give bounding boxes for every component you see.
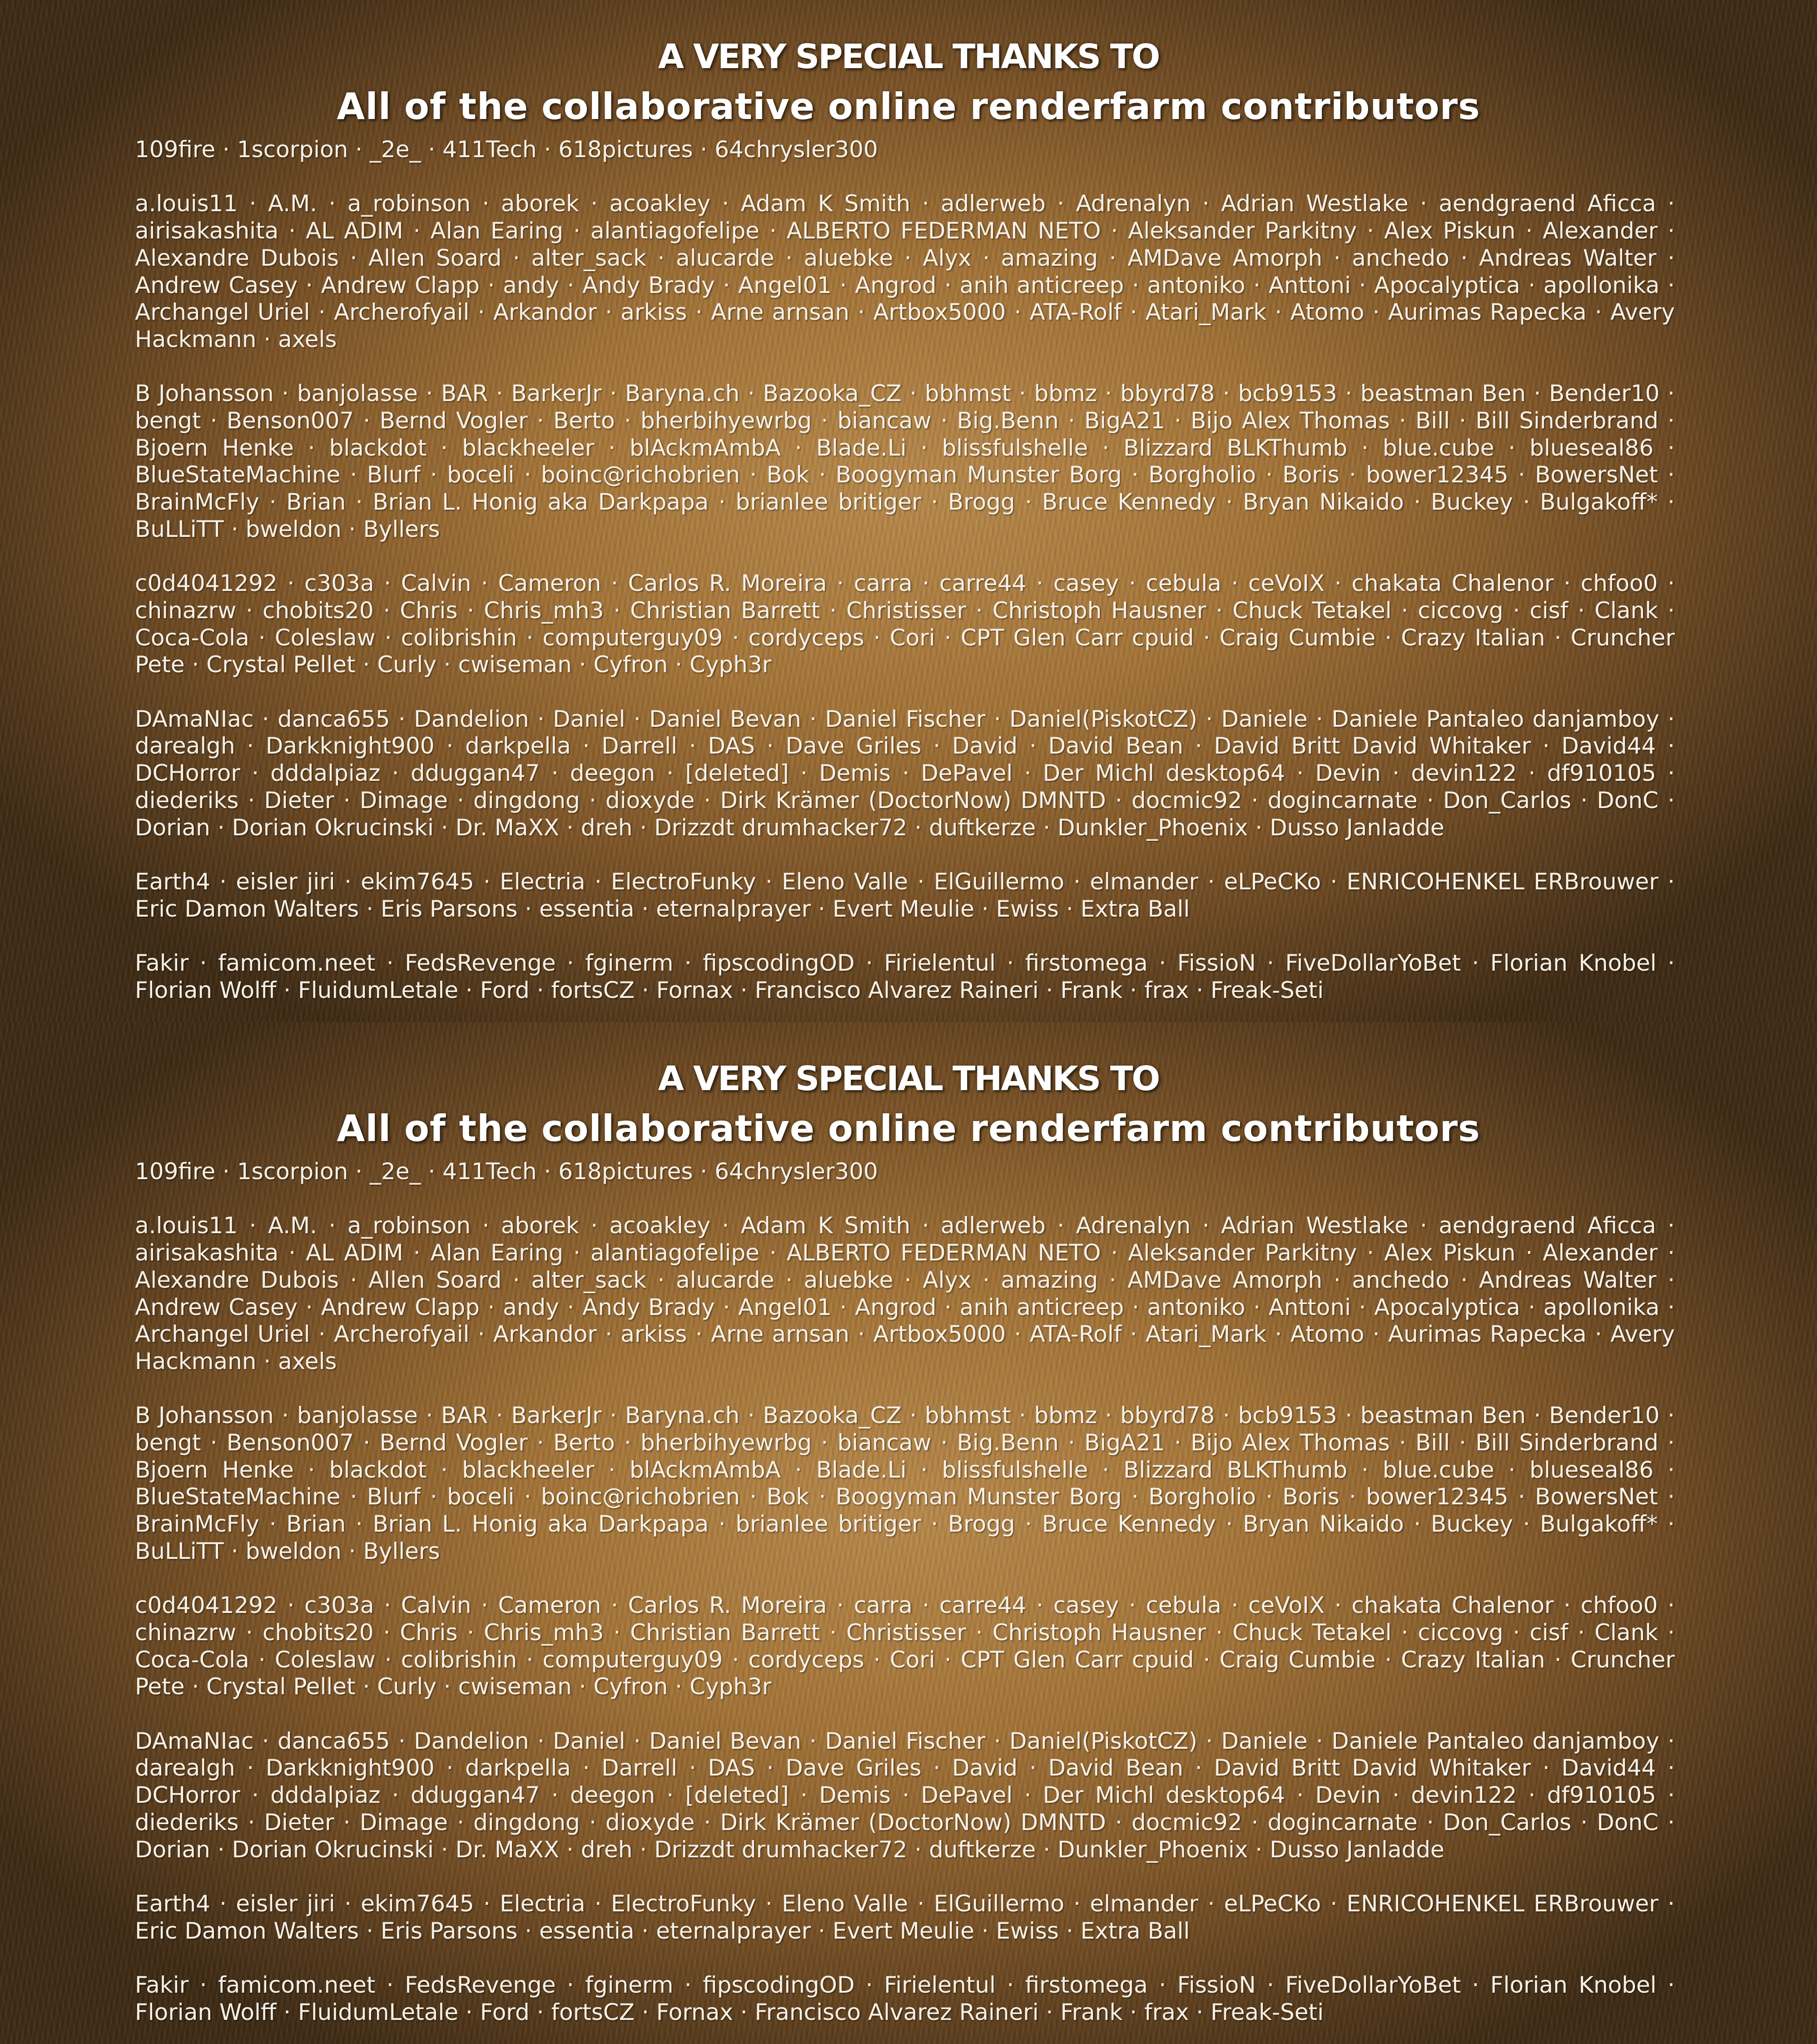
credits-heading: A VERY SPECIAL THANKS TO [0,37,1817,76]
contributor-group-c: c0d4041292 · c303a · Calvin · Cameron · Carlos R. Moreira · carra · carre44 · casey · cebula · ceVoIX · chakata Chalenor · chfoo0 · chinazrw · chobits20 · Chris · Chris_mh3 · Christian Barrett · Christisser · Christoph Hausner · Chuck Tetakel · ciccovg · cisf · Clank · Coca-Cola · Coleslaw · colibrishin · computerguy09 · cordyceps · Cori · CPT Glen Carr cpuid · Craig Cumbie · Crazy Italian · Cruncher Pete · Crystal Pellet · Curly · cwiseman · Cyfron · Cyph3r [135,1592,1675,1701]
contributor-group-d: DAmaNIac · danca655 · Dandelion · Daniel · Daniel Bevan · Daniel Fischer · Daniel(PiskotCZ) · Daniele · Daniele Pantaleo danjamboy · darealgh · Darkknight900 · darkpella · Darrell · DAS · Dave Griles · David · David Bean · David Britt David Whitaker · David44 · DCHorror · dddalpiaz · dduggan47 · deegon · [deleted] · Demis · DePavel · Der Michl desktop64 · Devin · devin122 · df910105 · diederiks · Dieter · Dimage · dingdong · dioxyde · Dirk Krämer (DoctorNow) DMNTD · docmic92 · dogincarnate · Don_Carlos · DonC · Dorian · Dorian Okrucinski · Dr. MaXX · dreh · Drizzdt drumhacker72 · duftkerze · Dunkler_Phoenix · Dusso Janladde [135,1728,1675,1864]
contributor-group-a: a.louis11 · A.M. · a_robinson · aborek · acoakley · Adam K Smith · adlerweb · Adrenalyn · Adrian Westlake · aendgraend Aficca · airisakashita · AL ADIM · Alan Earing · alantiagofelipe · ALBERTO FEDERMAN NETO · Aleksander Parkitny · Alex Piskun · Alexander · Alexandre Dubois · Allen Soard · alter_sack · alucarde · aluebke · Alyx · amazing · AMDave Amorph · anchedo · Andreas Walter · Andrew Casey · Andrew Clapp · andy · Andy Brady · Angel01 · Angrod · anih anticreep · antoniko · Anttoni · Apocalyptica · apollonika · Archangel Uriel · Archerofyail · Arkandor · arkiss · Arne arnsan · Artbox5000 · ATA-Rolf · Atari_Mark · Atomo · Aurimas Rapecka · Avery Hackmann · axels [135,190,1675,353]
credits-subheading: All of the collaborative online renderfarm contributors [0,85,1817,128]
contributor-group-e: Earth4 · eisler jiri · ekim7645 · Electria · ElectroFunky · Eleno Valle · ElGuillermo · elmander · eLPeCKo · ENRICOHENKEL ERBrouwer · Eric Damon Walters · Eris Parsons · essentia · eternalprayer · Evert Meulie · Ewiss · Extra Ball [135,868,1675,923]
contributor-group-numeric: 109fire · 1scorpion · _2e_ · 411Tech · 618pictures · 64chrysler300 [135,1158,1675,1186]
contributor-group-a: a.louis11 · A.M. · a_robinson · aborek · acoakley · Adam K Smith · adlerweb · Adrenalyn · Adrian Westlake · aendgraend Aficca · airisakashita · AL ADIM · Alan Earing · alantiagofelipe · ALBERTO FEDERMAN NETO · Aleksander Parkitny · Alex Piskun · Alexander · Alexandre Dubois · Allen Soard · alter_sack · alucarde · aluebke · Alyx · amazing · AMDave Amorph · anchedo · Andreas Walter · Andrew Casey · Andrew Clapp · andy · Andy Brady · Angel01 · Angrod · anih anticreep · antoniko · Anttoni · Apocalyptica · apollonika · Archangel Uriel · Archerofyail · Arkandor · arkiss · Arne arnsan · Artbox5000 · ATA-Rolf · Atari_Mark · Atomo · Aurimas Rapecka · Avery Hackmann · axels [135,1212,1675,1375]
contributor-group-b: B Johansson · banjolasse · BAR · BarkerJr · Baryna.ch · Bazooka_CZ · bbhmst · bbmz · bbyrd78 · bcb9153 · beastman Ben · Bender10 · bengt · Benson007 · Bernd Vogler · Berto · bherbihyewrbg · biancaw · Big.Benn · BigA21 · Bijo Alex Thomas · Bill · Bill Sinderbrand · Bjoern Henke · blackdot · blackheeler · blAckmAmbA · Blade.Li · blissfulshelle · Blizzard BLKThumb · blue.cube · blueseal86 · BlueStateMachine · Blurf · boceli · boinc@richobrien · Bok · Boogyman Munster Borg · Borgholio · Boris · bower12345 · BowersNet · BrainMcFly · Brian · Brian L. Honig aka Darkpapa · brianlee britiger · Brogg · Bruce Kennedy · Bryan Nikaido · Buckey · Bulgakoff* · BuLLiTT · bweldon · Byllers [135,1402,1675,1565]
contributor-group-e: Earth4 · eisler jiri · ekim7645 · Electria · ElectroFunky · Eleno Valle · ElGuillermo · elmander · eLPeCKo · ENRICOHENKEL ERBrouwer · Eric Damon Walters · Eris Parsons · essentia · eternalprayer · Evert Meulie · Ewiss · Extra Ball [135,1890,1675,1945]
contributor-group-d: DAmaNIac · danca655 · Dandelion · Daniel · Daniel Bevan · Daniel Fischer · Daniel(PiskotCZ) · Daniele · Daniele Pantaleo danjamboy · darealgh · Darkknight900 · darkpella · Darrell · DAS · Dave Griles · David · David Bean · David Britt David Whitaker · David44 · DCHorror · dddalpiaz · dduggan47 · deegon · [deleted] · Demis · DePavel · Der Michl desktop64 · Devin · devin122 · df910105 · diederiks · Dieter · Dimage · dingdong · dioxyde · Dirk Krämer (DoctorNow) DMNTD · docmic92 · dogincarnate · Don_Carlos · DonC · Dorian · Dorian Okrucinski · Dr. MaXX · dreh · Drizzdt drumhacker72 · duftkerze · Dunkler_Phoenix · Dusso Janladde [135,706,1675,842]
credits-subheading: All of the collaborative online renderfarm contributors [0,1107,1817,1150]
contributor-group-c: c0d4041292 · c303a · Calvin · Cameron · Carlos R. Moreira · carra · carre44 · casey · cebula · ceVoIX · chakata Chalenor · chfoo0 · chinazrw · chobits20 · Chris · Chris_mh3 · Christian Barrett · Christisser · Christoph Hausner · Chuck Tetakel · ciccovg · cisf · Clank · Coca-Cola · Coleslaw · colibrishin · computerguy09 · cordyceps · Cori · CPT Glen Carr cpuid · Craig Cumbie · Crazy Italian · Cruncher Pete · Crystal Pellet · Curly · cwiseman · Cyfron · Cyph3r [135,570,1675,679]
contributor-group-f: Fakir · famicom.neet · FedsRevenge · fginerm · fipscodingOD · Firielentul · firstomega · FissioN · FiveDollarYoBet · Florian Knobel · Florian Wolff · FluidumLetale · Ford · fortsCZ · Fornax · Francisco Alvarez Raineri · Frank · frax · Freak-Seti [135,1972,1675,2026]
contributor-group-b: B Johansson · banjolasse · BAR · BarkerJr · Baryna.ch · Bazooka_CZ · bbhmst · bbmz · bbyrd78 · bcb9153 · beastman Ben · Bender10 · bengt · Benson007 · Bernd Vogler · Berto · bherbihyewrbg · biancaw · Big.Benn · BigA21 · Bijo Alex Thomas · Bill · Bill Sinderbrand · Bjoern Henke · blackdot · blackheeler · blAckmAmbA · Blade.Li · blissfulshelle · Blizzard BLKThumb · blue.cube · blueseal86 · BlueStateMachine · Blurf · boceli · boinc@richobrien · Bok · Boogyman Munster Borg · Borgholio · Boris · bower12345 · BowersNet · BrainMcFly · Brian · Brian L. Honig aka Darkpapa · brianlee britiger · Brogg · Bruce Kennedy · Bryan Nikaido · Buckey · Bulgakoff* · BuLLiTT · bweldon · Byllers [135,380,1675,543]
contributor-group-numeric: 109fire · 1scorpion · _2e_ · 411Tech · 618pictures · 64chrysler300 [135,136,1675,164]
credits-heading: A VERY SPECIAL THANKS TO [0,1059,1817,1098]
contributor-group-f: Fakir · famicom.neet · FedsRevenge · fginerm · fipscodingOD · Firielentul · firstomega · FissioN · FiveDollarYoBet · Florian Knobel · Florian Wolff · FluidumLetale · Ford · fortsCZ · Fornax · Francisco Alvarez Raineri · Frank · frax · Freak-Seti [135,950,1675,1004]
